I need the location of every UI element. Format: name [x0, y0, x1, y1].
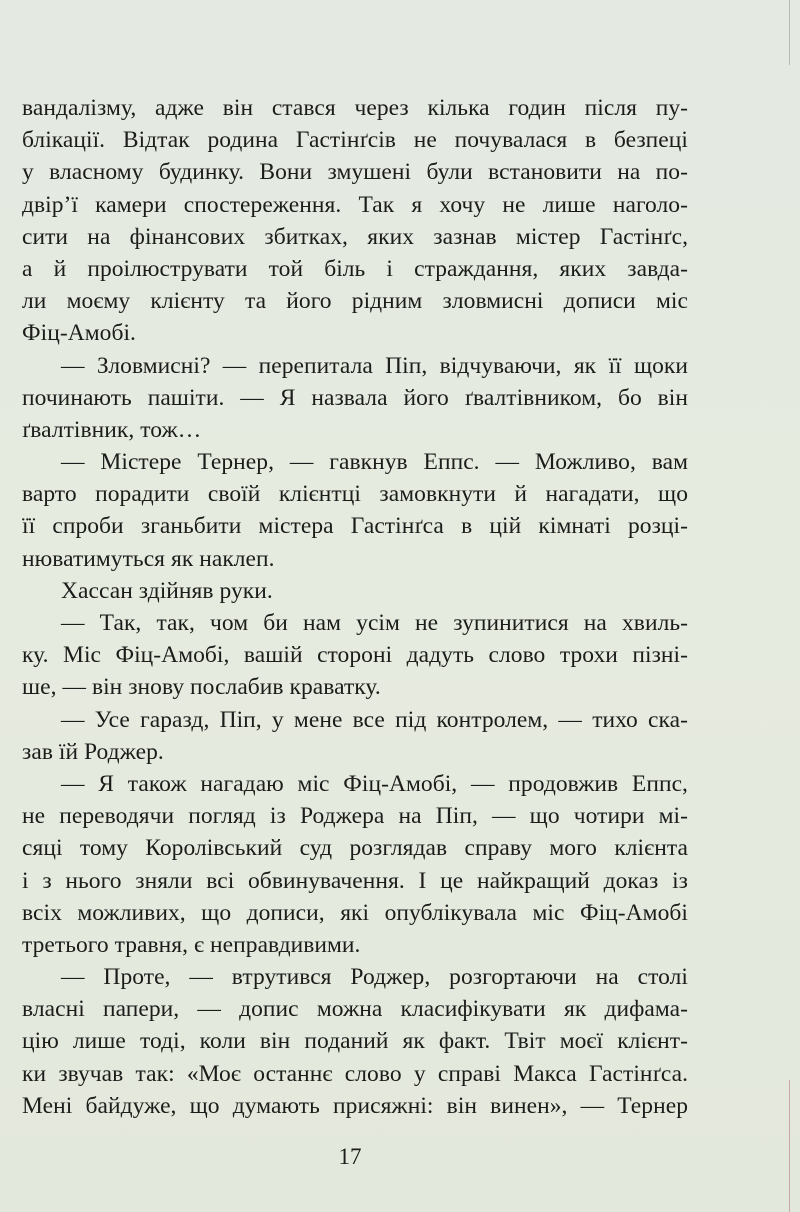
text-line: цію лише тоді, коли він поданий як факт. Твіт моєї клієнт- — [22, 1028, 688, 1055]
page-edge-line — [789, 0, 790, 65]
text-line: третього травня, є неправдивими. — [22, 931, 361, 958]
text-line: і з нього зняли всі обвинувачення. І це найкращий доказ із — [22, 867, 688, 894]
text-line: — Так, так, чом би нам усім не зупинитися на хвиль- — [61, 610, 688, 636]
text-line: — Зловмисні? — перепитала Піп, відчуваючи, як її щоки — [61, 352, 688, 379]
text-line: нюватимуться як наклеп. — [22, 545, 275, 572]
body-text — [22, 92, 688, 1122]
text-line: всіх можливих, що дописи, які опублікувала міс Фіц-Амобі — [22, 899, 688, 926]
text-line: у власному будинку. Вони змушені були встановити на по- — [22, 159, 688, 186]
text-line: власні папери, — допис можна класифікувати як дифама- — [22, 996, 688, 1023]
text-line: сяці тому Королівський суд розглядав справу мого клієнта — [22, 835, 688, 862]
text-line: а й проілюструвати той біль і страждання, яких завда- — [22, 255, 688, 282]
text-line: ґвалтівник, тож… — [22, 416, 202, 443]
text-line: ки звучав так: «Моє останнє слово у справі Макса Гастінґса. — [22, 1060, 688, 1087]
text-line: Мені байдуже, що думають присяжні: він винен», — Тернер — [22, 1092, 688, 1119]
text-line: блікації. Відтак родина Гастінґсів не почувалася в безпеці — [22, 127, 688, 154]
text-line: починають пашіти. — Я назвала його ґвалтівником, бо він — [22, 384, 688, 411]
text-line: ку. Міс Фіц-Амобі, вашій стороні дадуть слово трохи пізні- — [22, 642, 688, 669]
text-line: — Усе гаразд, Піп, у мене все під контролем, — тихо ска- — [61, 706, 688, 733]
text-line: — Містере Тернер, — гавкнув Еппс. — Можливо, вам — [61, 449, 688, 476]
page-edge-line — [789, 1080, 790, 1212]
text-line: не переводячи погляд із Роджера на Піп, — що чотири мі- — [22, 803, 688, 830]
text-line: — Я також нагадаю міс Фіц-Амобі, — продовжив Еппс, — [61, 770, 688, 797]
text-line: її спроби зганьбити містера Гастінґса в цій кімнаті розці- — [22, 513, 688, 540]
text-line: Хассан здійняв руки. — [61, 577, 273, 604]
text-line: вандалізму, адже він стався через кілька годин після пу- — [22, 95, 688, 121]
text-line: — Проте, — втрутився Роджер, розгортаючи на столі — [61, 964, 688, 991]
text-line: двір’ї камери спостереження. Так я хочу не лише наголо- — [22, 191, 688, 218]
text-line: варто порадити своїй клієнтці замовкнути й нагадати, що — [22, 481, 688, 508]
text-line: ли моєму клієнту та його рідним зловмисні дописи міс — [22, 288, 688, 315]
text-line: Фіц-Амобі. — [22, 320, 136, 347]
text-line: зав їй Роджер. — [22, 738, 164, 765]
text-line: сити на фінансових збитках, яких зазнав містер Гастінґс, — [22, 223, 688, 250]
text-line: ше, — він знову послабив краватку. — [22, 674, 381, 701]
page-number: 17 — [338, 1144, 362, 1169]
